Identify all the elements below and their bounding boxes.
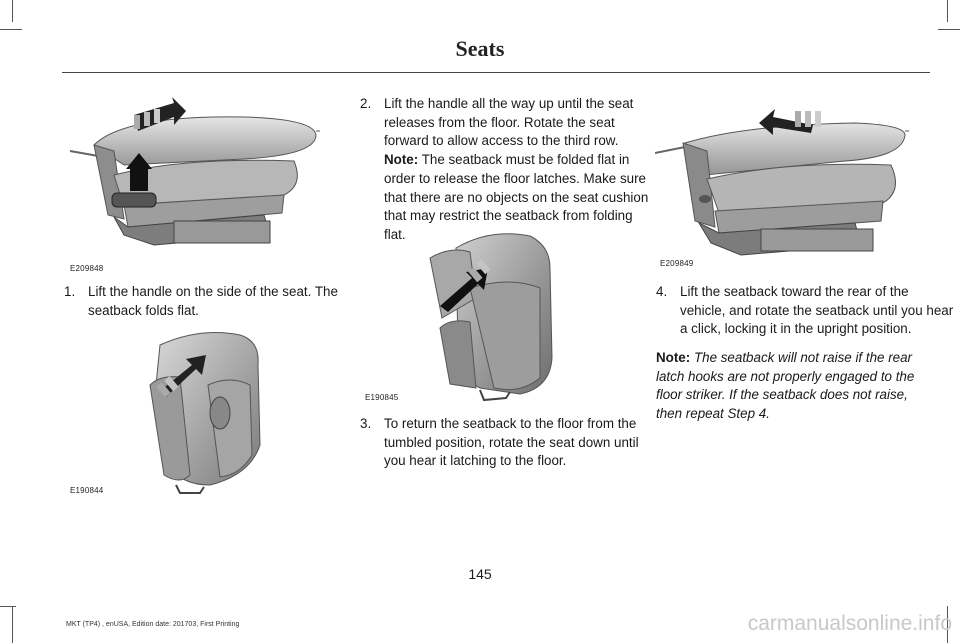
crop-mark [0, 606, 16, 607]
crop-mark [12, 0, 13, 22]
figure-label: E209849 [660, 259, 694, 268]
step-3 [360, 415, 656, 471]
step-text: To return the seatback to the floor from the tumbled position, rotate the seat down until you hear it latching to the floor. [384, 416, 639, 469]
figure-label: E190844 [70, 486, 104, 495]
crop-mark [938, 29, 960, 30]
footer-text: MKT (TP4) , enUSA, Edition date: 201703, First Printing [66, 621, 240, 628]
seatback-fold-flat-illustration-icon [120, 325, 290, 500]
seat-handle-lift-illustration-icon [64, 95, 326, 275]
figure-label: E209848 [70, 264, 104, 273]
figure-seat-tumble-forward [410, 228, 580, 408]
step-2 [360, 95, 656, 245]
figure-seatback-raise-upright [655, 95, 930, 270]
note-label: Note: [384, 152, 419, 168]
crop-mark [0, 29, 22, 30]
note-text: The seatback will not raise if the rear latch hooks are not properly engaged to the floor striker. If the seatback does not raise, then repeat Step 4. [656, 350, 915, 422]
step-4 [656, 283, 954, 339]
seatback-raise-upright-illustration-icon [655, 95, 930, 270]
step-text: Lift the handle all the way up until the seat releases from the floor. Rotate the seat forward to allow access to the third row. [384, 96, 634, 149]
crop-mark [12, 606, 13, 643]
watermark: carmanualsonline.info [747, 612, 952, 635]
header-rule [62, 72, 930, 73]
seat-tumble-forward-illustration-icon [410, 228, 580, 408]
step-number: 3. [360, 416, 372, 431]
figure-label: E190845 [365, 393, 399, 402]
step-number: 1. [64, 284, 76, 299]
step-number: 2. [360, 96, 372, 111]
page-title: Seats [455, 36, 505, 61]
note-paragraph [656, 349, 930, 424]
step-number: 4. [656, 284, 668, 299]
figure-seatback-fold-flat [120, 325, 290, 500]
step-text: Lift the seatback toward the rear of the vehicle, and rotate the seatback until you hear a click, locking it in the upright position. [680, 284, 954, 337]
step-1 [64, 283, 350, 320]
note-label: Note: [656, 350, 691, 365]
crop-mark [947, 0, 948, 22]
figure-seat-handle-lift [64, 95, 326, 275]
step-text: Lift the handle on the side of the seat. The seatback folds flat. [88, 284, 338, 318]
step-text: The seatback must be folded flat in order to release the floor latches. Make sure that there are no objects on the seat cushion that may restrict the seatback from folding flat. [384, 152, 649, 242]
page-number: 145 [468, 566, 492, 582]
